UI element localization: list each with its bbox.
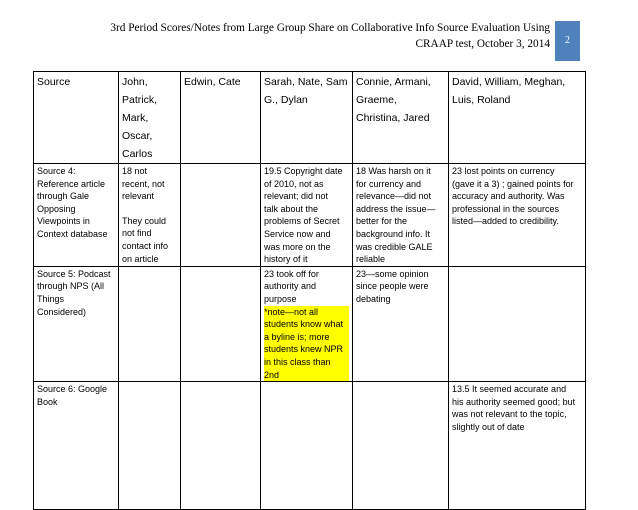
cell-group-2 <box>181 266 261 381</box>
cell-group-1 <box>119 164 181 267</box>
text-line: Opposing <box>37 203 76 214</box>
text-line: Christina, Jared <box>356 112 430 124</box>
text-line: since people were <box>356 281 429 292</box>
text-line: was credible GALE <box>356 241 433 252</box>
text-line: authority and <box>264 281 317 292</box>
table-row-source-4 <box>34 164 586 267</box>
text-line: Things Considered) <box>37 293 87 317</box>
header-group-5 <box>449 72 586 164</box>
text-line: slightly out of date <box>452 421 525 432</box>
cell-group-3-score <box>264 268 349 306</box>
header-title-line2: CRAAP test, October 3, 2014 <box>415 38 550 50</box>
text-line: Patrick, <box>122 94 158 106</box>
text-line: professional in the sources <box>452 203 560 214</box>
text-line: Edwin, Cate <box>184 76 241 88</box>
page-header <box>60 20 550 52</box>
text-line: accuracy and authority. Was <box>452 191 565 202</box>
header-group-4 <box>353 72 449 164</box>
text-line: debating <box>356 293 391 304</box>
text-line: problems of Secret <box>264 216 340 227</box>
cell-group-3 <box>261 382 353 510</box>
text-line: through Gale <box>37 191 90 202</box>
text-line: *note—not all <box>264 306 319 317</box>
text-line: Source 4: <box>37 166 76 176</box>
text-line: Viewpoints in <box>37 216 90 227</box>
text-line: of 2010, not as <box>264 178 324 189</box>
cell-group-4 <box>353 382 449 510</box>
cell-group-3 <box>261 266 353 381</box>
text-line: Source <box>37 76 71 88</box>
text-line: Sarah, Nate, Sam <box>264 76 348 88</box>
text-line: 18 Was harsh on it <box>356 166 431 176</box>
cell-group-1 <box>119 266 181 381</box>
header-row <box>34 72 586 164</box>
cell-group-5 <box>449 164 586 267</box>
text-line: Oscar, <box>122 130 153 142</box>
text-line: contact info <box>122 240 169 251</box>
text-line: was not relevant to the topic, <box>452 409 567 420</box>
text-line: 23—some opinion <box>356 268 429 279</box>
text-line: Luis, Roland <box>452 94 511 106</box>
text-line: relevance—did not <box>356 191 432 202</box>
text-line: students knew NPR <box>264 344 344 355</box>
text-line: reliable <box>356 254 386 265</box>
cell-group-1-note <box>122 215 177 265</box>
text-line: (gave it a 3) ; gained points for <box>452 178 574 189</box>
table-row-source-6 <box>34 382 586 510</box>
text-line: recent, not <box>122 178 165 189</box>
table-row-source-5 <box>34 266 586 381</box>
text-line: address the issue— <box>356 203 436 214</box>
text-line: John, <box>122 76 148 88</box>
text-line: students know what <box>264 319 344 330</box>
text-line: 23 lost points on currency <box>452 166 555 176</box>
text-line: 23 took off for <box>264 268 319 279</box>
text-line: a byline is; more <box>264 331 330 342</box>
text-line: background info. It <box>356 228 431 239</box>
cell-source <box>34 164 119 267</box>
cell-group-5 <box>449 266 586 381</box>
text-line: relevant; did not <box>264 191 329 202</box>
cell-group-2 <box>181 382 261 510</box>
cell-source <box>34 266 119 381</box>
cell-group-3 <box>261 164 353 267</box>
text-line: They could <box>122 215 167 226</box>
text-line: in this class than <box>264 356 331 367</box>
text-line: his authority seemed good; but <box>452 396 576 407</box>
text-line: through NPS (All <box>37 281 105 292</box>
text-line: 19.5 Copyright date <box>264 166 343 176</box>
cell-group-4 <box>353 266 449 381</box>
text-line: Book <box>37 396 58 407</box>
header-group-3 <box>261 72 353 164</box>
text-line: better for the <box>356 216 408 227</box>
cell-group-2 <box>181 164 261 267</box>
text-line: Service now and <box>264 228 331 239</box>
text-line: G., Dylan <box>264 94 308 106</box>
text-line: for currency and <box>356 178 422 189</box>
text-line: listed—added to credibility. <box>452 216 559 227</box>
text-line: David, William, Meghan, <box>452 76 566 88</box>
header-group-2 <box>181 72 261 164</box>
cell-group-1-score <box>122 165 177 203</box>
text-line: Connie, Armani, <box>356 76 431 88</box>
cell-source <box>34 382 119 510</box>
scores-table <box>33 71 586 510</box>
highlighted-note <box>264 306 349 382</box>
text-line: 2nd <box>264 369 280 380</box>
cell-group-5 <box>449 382 586 510</box>
header-title-line1: 3rd Period Scores/Notes from Large Group Share on Collaborative Info Source Evaluation Using <box>110 22 550 34</box>
header-source <box>34 72 119 164</box>
text-line: not find <box>122 228 152 239</box>
cell-group-4 <box>353 164 449 267</box>
text-line: Graeme, <box>356 94 397 106</box>
text-line: Source 6: Google <box>37 384 108 395</box>
text-line: 13.5 It seemed accurate and <box>452 384 567 395</box>
text-line: on article <box>122 253 159 264</box>
text-line: Source 5: Podcast <box>37 268 111 279</box>
text-line: Reference article <box>37 178 106 189</box>
text-line: relevant <box>122 191 155 202</box>
page-number-badge: 2 <box>555 21 580 61</box>
header-group-1 <box>119 72 181 164</box>
text-line: purpose <box>264 293 297 304</box>
text-line: Mark, <box>122 112 149 124</box>
text-line: Carlos <box>122 148 153 160</box>
text-line: Context database <box>37 228 108 239</box>
text-line: was more on the <box>264 241 331 252</box>
text-line: history of it <box>264 254 308 265</box>
cell-group-1 <box>119 382 181 510</box>
text-line: talk about the <box>264 203 319 214</box>
text-line: 18 not <box>122 166 148 176</box>
